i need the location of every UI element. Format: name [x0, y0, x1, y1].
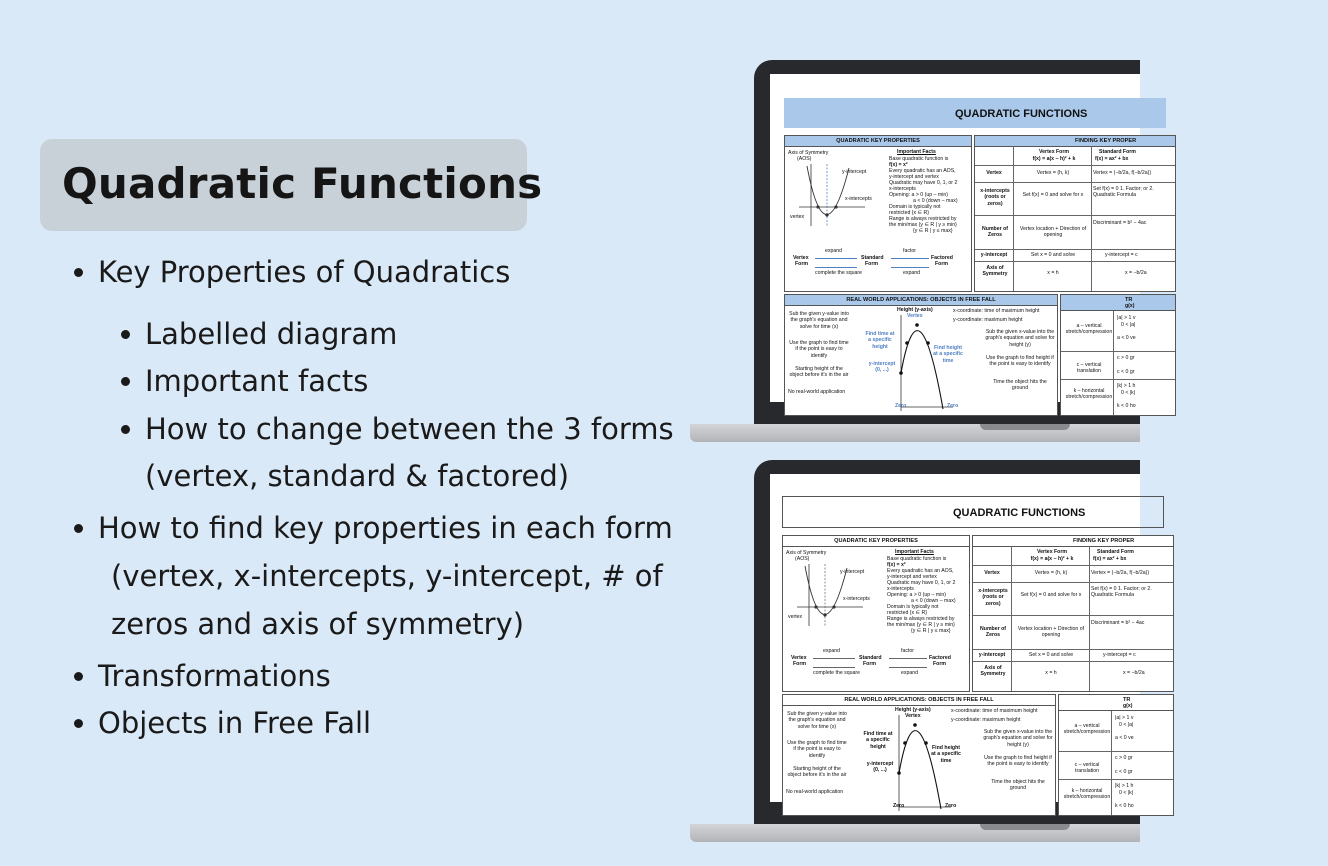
key-properties-header: QUADRATIC KEY PROPERTIES: [785, 136, 971, 147]
bullet-find-properties: How to find key properties in each form: [98, 511, 673, 545]
bullet-dot: [74, 672, 83, 681]
free-fall-header: REAL WORLD APPLICATIONS: OBJECTS IN FREE FALL: [785, 295, 1057, 306]
key-properties-panel: QUADRATIC KEY PROPERTIES Axis of Symmetry (AOS) y-intercept x-intercepts vertex Important Facts Base quadratic function is f(x) = x² Every quadratic has an AOS, y-intercept and vertex Quadratic may have 0, 1, or 2 x-intercepts Opening: a > 0 (up – min) a < 0 (down – max) Domain is typically not restricted {x ∈ R} Range is always restricted by the min/max {y ∈ R | y ≥ min} {y ∈ R | y ≤ max} expand factor Vertex Form Standard Form Factored Form complete the square expand: [782, 535, 970, 692]
bullet-change-forms-cont: (vertex, standard & factored): [145, 459, 570, 493]
laptop-base: [690, 424, 1140, 442]
bullet-dot: [121, 425, 130, 434]
laptop-notch: [980, 424, 1070, 430]
bullet-dot: [74, 524, 83, 533]
free-fall-panel: REAL WORLD APPLICATIONS: OBJECTS IN FREE FALL Sub the given y-value into the graph's equation and solve for time (x) Use the graph to find time if the point is easy to identify Starting height of the object before it's in the air No real-world application Find time at a specific height y-intercept (0, ...) Height (y-axis) Vertex x-coordinate: time of maximum height y-coordinate: maximum height Find height at a specific time Sub the given x-value into the graph's equation and solve for height (y) Use the graph to find height if the point is easy to identify Time the object hits the ground Zero Zero: [782, 694, 1056, 816]
laptop-notch: [980, 824, 1070, 830]
finding-properties-panel: FINDING KEY PROPER Vertex Form f(x) = a(x − h)² + k Standard Form f(x) = ax² + bx Vertex Vertex = (h, k) Vertex = (−b/2a, f(−b/2a)) x-intercepts (roots or zeros) Set f(x) = 0 and solve for x Set f(x) = 0 1. Factor; or 2. Quadratic Formula Number of Zeros Vertex location + Direction of opening Discriminant = b² − 4ac y-intercept Set x = 0 and solve y-intercept = c Axis of Symmetry x = h x = −b/2a: [974, 135, 1176, 292]
bullet-find-properties-cont2: zeros and axis of symmetry): [111, 607, 525, 641]
transformations-panel: TR g(x) a – vertical stretch/compression |a| > 1 v 0 < |a| a < 0 ve c – vertical translation c > 0 gr c < 0 gr k – horizontal stretch/compression |k| > 1 h 0 < |k| k < 0 ho: [1060, 294, 1176, 416]
laptop-screen: [770, 474, 1152, 809]
bullet-important-facts: Important facts: [145, 364, 369, 398]
key-properties-header: QUADRATIC KEY PROPERTIES: [783, 536, 969, 547]
bullet-dot: [121, 377, 130, 386]
worksheet-title: QUADRATIC FUNCTIONS: [955, 108, 1088, 120]
bullet-change-forms: How to change between the 3 forms: [145, 412, 674, 446]
laptop-mockup-bottom: [690, 460, 1152, 845]
finding-properties-header: FINDING KEY PROPER: [973, 536, 1173, 547]
key-properties-panel: QUADRATIC KEY PROPERTIES Axis of Symmetry (AOS) y-intercept x-intercepts vertex Important Facts Base quadratic function is f(x) = x² Every quadratic has an AOS, y-intercept and vertex Quadratic may have 0, 1, or 2 x-intercepts Opening: a > 0 (up – min) a < 0 (down – max) Domain is typically not restricted {x ∈ R} Range is always restricted by the min/max {y ∈ R | y ≥ min} {y ∈ R | y ≤ max} expand factor Vertex Form Standard Form Factored Form complete the square expand: [784, 135, 972, 292]
bullet-dot: [74, 719, 83, 728]
laptop-screen: [770, 74, 1154, 409]
worksheet-title: QUADRATIC FUNCTIONS: [953, 507, 1086, 519]
transformations-header: TR: [1061, 295, 1175, 311]
free-fall-header: REAL WORLD APPLICATIONS: OBJECTS IN FREE FALL: [783, 695, 1055, 706]
finding-properties-panel: FINDING KEY PROPER Vertex Form f(x) = a(x − h)² + k Standard Form f(x) = ax² + bx Vertex Vertex = (h, k) Vertex = (−b/2a, f(−b/2a)) x-intercepts (roots or zeros) Set f(x) = 0 and solve for x Set f(x) = 0 1. Factor; or 2. Quadratic Formula Number of Zeros Vertex location + Direction of opening Discriminant = b² − 4ac y-intercept Set x = 0 and solve y-intercept = c Axis of Symmetry x = h x = −b/2a: [972, 535, 1174, 692]
bullet-dot: [74, 268, 83, 277]
title-banner: [40, 139, 543, 231]
bullet-transformations: Transformations: [98, 659, 331, 693]
laptop-base: [690, 824, 1140, 842]
bullet-dot: [121, 330, 130, 339]
laptop-mockup-top: [690, 60, 1154, 445]
finding-properties-header: FINDING KEY PROPER: [975, 136, 1175, 147]
page-title: Quadratic Functions: [62, 159, 543, 208]
bullet-free-fall: Objects in Free Fall: [98, 706, 372, 740]
transformations-panel: TR g(x) a – vertical stretch/compression |a| > 1 v 0 < |a| a < 0 ve c – vertical translation c > 0 gr c < 0 gr k – horizontal stretch/compression |k| > 1 h 0 < |k| k < 0 ho: [1058, 694, 1174, 816]
bullet-find-properties-cont1: (vertex, x-intercepts, y-intercept, # of: [111, 559, 663, 593]
bullet-key-properties: Key Properties of Quadratics: [98, 255, 511, 289]
bullet-labelled-diagram: Labelled diagram: [145, 317, 398, 351]
free-fall-panel: REAL WORLD APPLICATIONS: OBJECTS IN FREE FALL Sub the given y-value into the graph's equation and solve for time (x) Use the graph to find time if the point is easy to identify Starting height of the object before it's in the air No real-world application Find time at a specific height y-intercept (0, ...) Height (y-axis) Vertex x-coordinate: time of maximum height y-coordinate: maximum height Find height at a specific time Sub the given x-value into the graph's equation and solve for height (y) Use the graph to find height if the point is easy to identify Time the object hits the ground Zero Zero: [784, 294, 1058, 416]
transformations-header: TR: [1059, 695, 1173, 711]
